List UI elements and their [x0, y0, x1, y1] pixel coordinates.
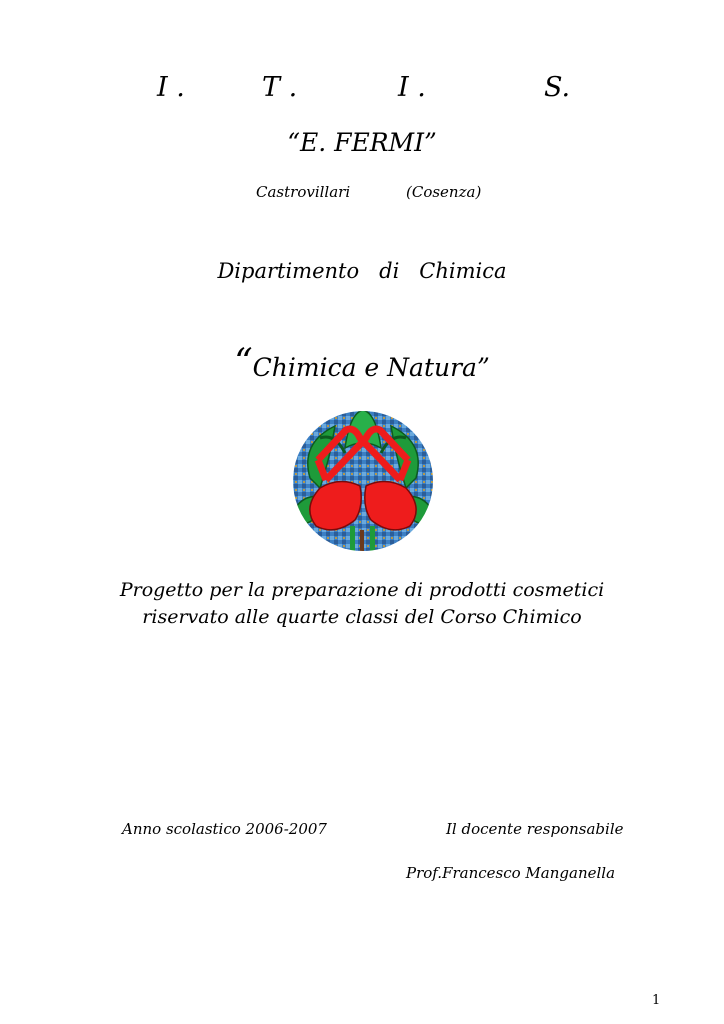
page-number: 1: [652, 993, 661, 1008]
city-label: Castrovillari: [256, 183, 351, 201]
acronym-letter-i: I .: [157, 72, 185, 103]
project-title: [0, 342, 724, 383]
chemistry-logo-image: [290, 408, 436, 554]
department-word-3: Chimica: [419, 259, 507, 283]
department-title: [0, 259, 724, 283]
description-line-1: Progetto per la preparazione di prodotti cosmetici: [119, 579, 605, 601]
acronym-letter-t: T .: [262, 72, 298, 103]
project-title-open-quote: “: [234, 342, 253, 383]
school-year: Anno scolastico 2006-2007: [122, 820, 327, 838]
description-line-2: riservato alle quarte classi del Corso Chimico: [142, 606, 582, 628]
teacher-name: Prof.Francesco Manganella: [406, 864, 616, 882]
project-title-text: Chimica e Natura”: [252, 353, 490, 382]
department-word-1: Dipartimento: [217, 259, 360, 283]
teacher-label: Il docente responsabile: [446, 820, 624, 838]
province-label: (Cosenza): [406, 183, 482, 201]
school-name: “E. FERMI”: [287, 128, 437, 157]
acronym-letter-i2: I .: [398, 72, 426, 103]
acronym-letter-s: S.: [544, 72, 571, 103]
project-description: [0, 577, 724, 631]
department-word-2: di: [379, 259, 400, 283]
